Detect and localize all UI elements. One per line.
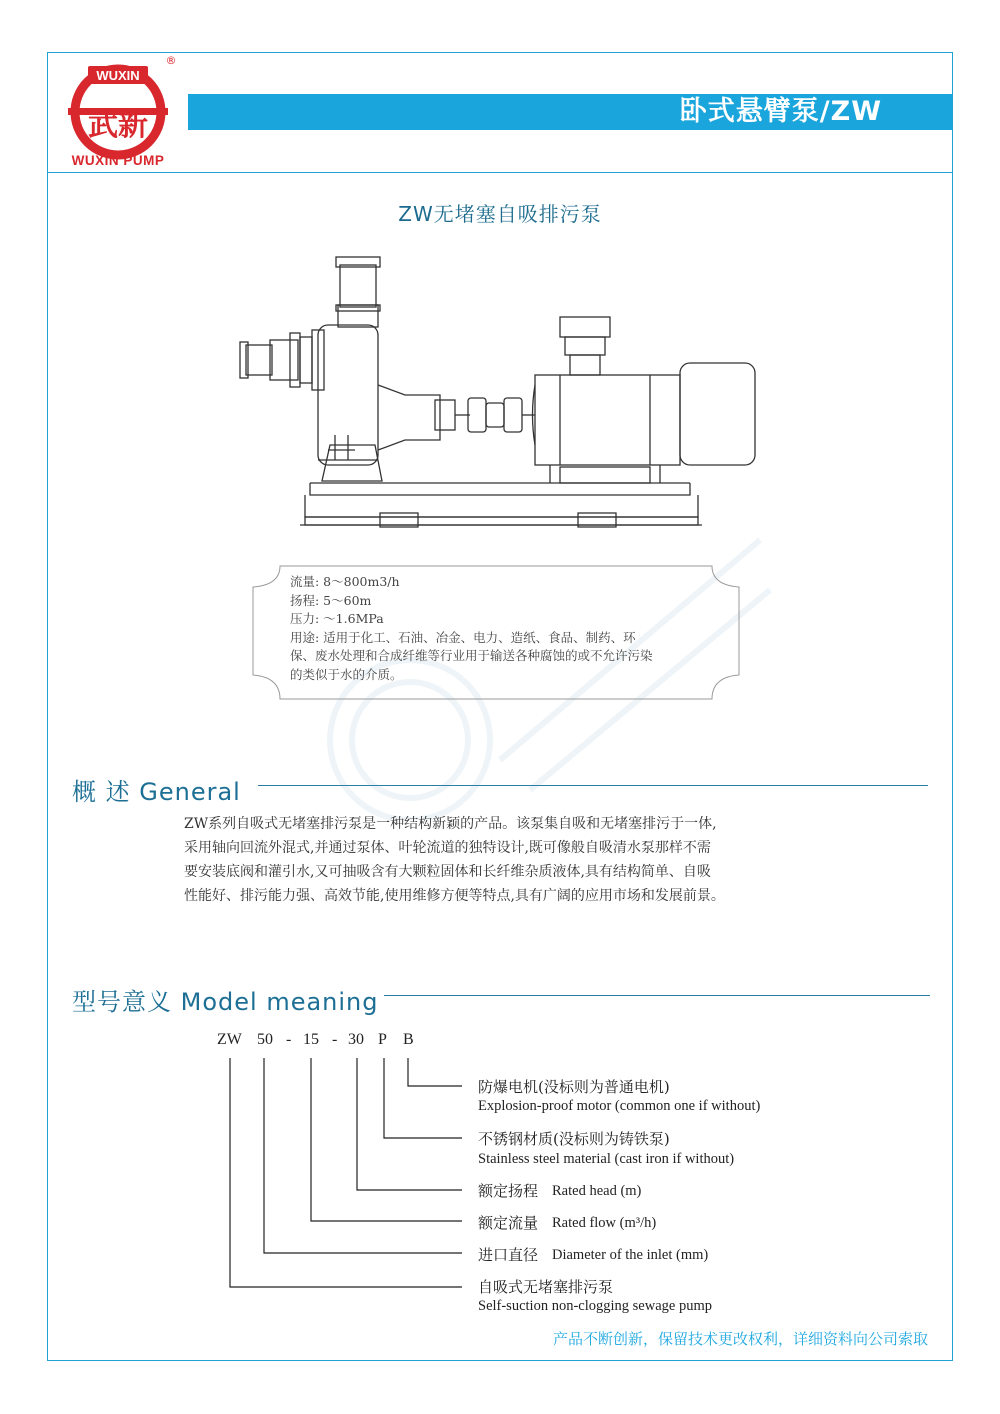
general-body — [184, 812, 844, 908]
meaning-pump-type-en: Self-suction non-clogging sewage pump — [478, 1298, 712, 1314]
general-heading-rule — [258, 785, 928, 786]
code-part-flow: 15 — [303, 1031, 319, 1048]
product-title: ZW无堵塞自吸排污泵 — [398, 202, 602, 226]
meaning-rated-head-cn: 额定扬程 — [478, 1182, 539, 1200]
footer-note: 产品不断创新，保留技术更改权利，详细资料向公司索取 — [552, 1330, 928, 1348]
model-heading: 型号意义 Model meaning — [72, 988, 379, 1016]
meaning-rated-flow-en: Rated flow (m³/h) — [552, 1215, 657, 1231]
spec-pressure: 压力: ～1.6MPa — [290, 611, 384, 626]
general-line: 性能好、排污能力强、高效节能,使用维修方便等特点,具有广阔的应用市场和发展前景。 — [184, 888, 725, 904]
code-part-dash: - — [286, 1031, 292, 1048]
code-part-explosion-proof: B — [403, 1031, 414, 1048]
meaning-pump-type-cn: 自吸式无堵塞排污泵 — [478, 1278, 614, 1296]
code-part-inlet: 50 — [257, 1031, 273, 1048]
header-divider — [48, 172, 952, 173]
general-heading: 概 述 General — [72, 778, 241, 806]
meaning-explosion-proof-cn: 防爆电机(没标则为普通电机) — [478, 1078, 670, 1096]
general-line: ZW系列自吸式无堵塞排污泵是一种结构新颖的产品。该泵集自吸和无堵塞排污于一体, — [184, 816, 717, 832]
meaning-rated-flow-cn: 额定流量 — [478, 1214, 539, 1232]
meaning-stainless-en: Stainless steel material (cast iron if without) — [478, 1151, 735, 1167]
code-part-head: 30 — [348, 1031, 364, 1048]
model-heading-rule — [384, 995, 930, 996]
meaning-inlet-cn: 进口直径 — [478, 1246, 539, 1264]
meaning-explosion-proof-en: Explosion-proof motor (common one if without) — [478, 1098, 761, 1114]
meaning-rated-head-en: Rated head (m) — [552, 1183, 642, 1199]
spec-usage-line: 保、废水处理和合成纤维等行业用于输送各种腐蚀的或不允许污染 — [290, 648, 653, 663]
spec-head: 扬程: 5～60m — [290, 592, 372, 608]
title-band — [188, 94, 952, 130]
meaning-inlet-en: Diameter of the inlet (mm) — [552, 1247, 709, 1263]
logo-caption: WUXIN PUMP — [71, 153, 165, 168]
general-line: 采用轴向回流外混式,并通过泵体、叶轮流道的独特设计,既可像般自吸清水泵那样不需 — [184, 840, 711, 856]
code-part-zw: ZW — [217, 1031, 242, 1048]
logo-brand-cn: 武新 — [88, 108, 148, 143]
logo-arc-text: WUXIN — [96, 68, 140, 83]
general-line: 要安装底阀和灌引水,又可抽吸含有大颗粒固体和长纤维杂质液体,具有结构简单、自吸 — [184, 864, 711, 880]
spec-usage-line: 用途: 适用于化工、石油、冶金、电力、造纸、食品、制药、环 — [290, 629, 636, 645]
spec-flow: 流量: 8～800m3/h — [290, 574, 400, 589]
series-title: 卧式悬臂泵/ZW — [679, 96, 882, 127]
registered-mark: ® — [165, 54, 177, 67]
code-part-dash: - — [332, 1031, 338, 1048]
spec-text — [290, 573, 735, 684]
spec-usage-line: 的类似于水的介质。 — [290, 666, 403, 682]
meaning-stainless-cn: 不锈钢材质(没标则为铸铁泵) — [478, 1130, 670, 1148]
code-part-stainless: P — [378, 1031, 387, 1048]
